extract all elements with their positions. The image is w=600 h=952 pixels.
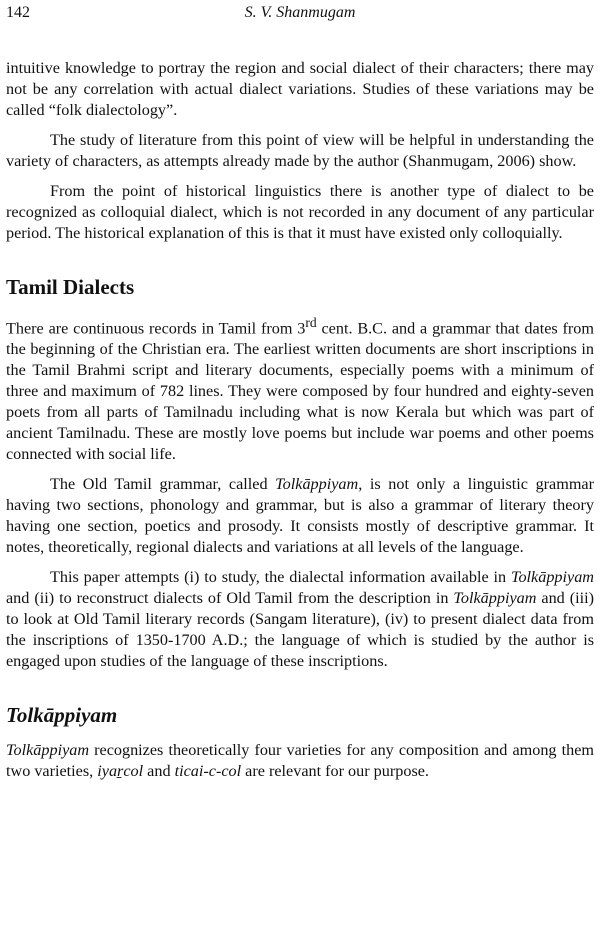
italic-term: Tolkāppiyam	[453, 589, 537, 608]
superscript-ordinal: rd	[305, 315, 317, 330]
paragraph-5: The Old Tamil grammar, called Tolkāppiyam, is not only a linguistic grammar having two sections, phonology and grammar, but is also a grammar of literary theory having one section, poetics and prosody. It consists mostly of descriptive grammar. It notes, theoretically, regional dialects and variations at all levels of the language.	[6, 475, 595, 557]
paragraph-3: From the point of historical linguistics there is another type of dialect to be recognized as colloquial dialect, which is not recorded in any document of any particular period. The historical explanation of this is that it must have existed only colloquially.	[6, 182, 594, 242]
italic-term: Tolkāppiyam	[510, 568, 594, 587]
book-page	[6, 0, 594, 952]
italic-term: iyaṟcol	[97, 762, 144, 781]
paragraph-7: Tolkāppiyam recognizes theoretically four varieties for any composition and among them two varieties, iyaṟcol and ticai-c-col are relevant for our purpose.	[6, 741, 594, 781]
section-heading-tamil-dialects: Tamil Dialects	[6, 275, 135, 299]
paragraph-4: There are continuous records in Tamil from 3rd cent. B.C. and a grammar that dates from the beginning of the Christian era. The earliest written documents are short inscriptions in the Tamil Brahmi script and literary documents, especially poems with a minimum of three and maximum of 782 lines. They were composed by four hundred and eighty-seven poets from all parts of Tamilnadu including what is now Kerala but which was part of ancient Tamilnadu. These are mostly love poems but include war poems and other poems connected with social life.	[6, 315, 594, 464]
italic-term: ticai-c-col	[174, 762, 242, 781]
body-text	[6, 58, 594, 782]
italic-term: Tolkāppiyam	[275, 475, 359, 494]
paragraph-6: This paper attempts (i) to study, the dialectal information available in Tolkāppiyam and (ii) to reconstruct dialects of Old Tamil from the description in Tolkāppiyam and (iii) to look at Old Tamil literary records (Sangam literature), (iv) to present dialect data from the inscriptions of 1350-1700 A.D.; the language of which is studied by the author is engaged upon studies of the language of these inscriptions.	[6, 568, 594, 671]
running-head	[6, 4, 594, 26]
paragraph-1: intuitive knowledge to portray the region and social dialect of their characters; there may not be any correlation with actual dialect variations. Studies of these variations may be called “folk dialectology”.	[6, 59, 594, 119]
italic-term: Tolkāppiyam	[6, 741, 90, 760]
paragraph-2: The study of literature from this point of view will be helpful in understanding the variety of characters, as attempts already made by the author (Shanmugam, 2006) show.	[6, 131, 594, 170]
page-number: 142	[6, 4, 30, 21]
running-title: S. V. Shanmugam	[244, 4, 356, 21]
section-heading-tolkappiyam: Tolkāppiyam	[6, 703, 118, 728]
